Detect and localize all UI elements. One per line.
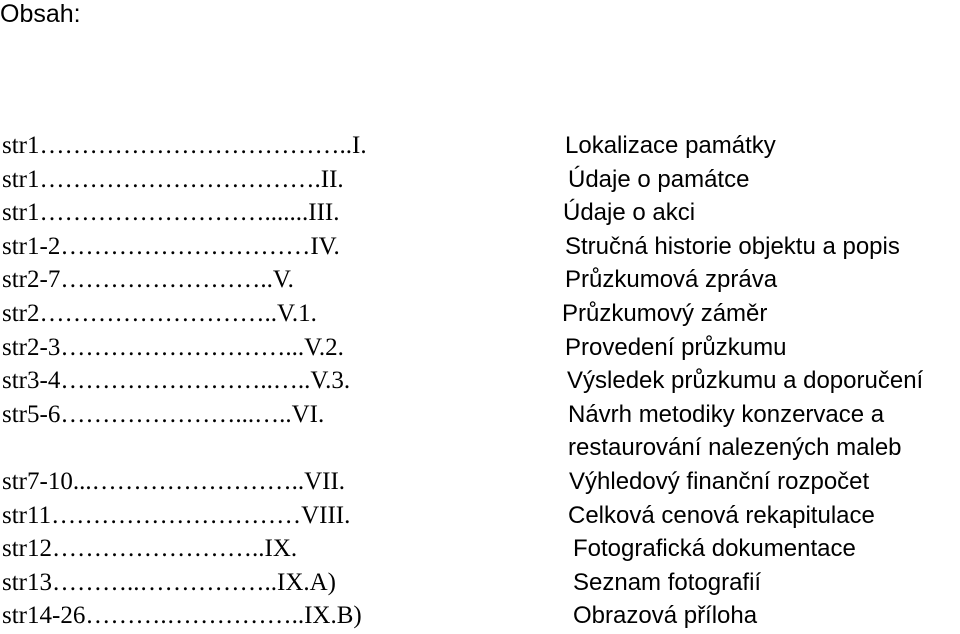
toc-entry: [2, 400, 960, 430]
toc-entry: [2, 568, 960, 598]
toc-title: Návrh metodiky konzervace a: [568, 401, 885, 428]
toc-title: Výsledek průzkumu a doporučení: [567, 367, 924, 394]
toc-leader: str7-10...……………………..VII.: [2, 468, 346, 495]
toc-leader: str14-26……….……………..IX.B): [2, 602, 362, 629]
toc-leader: str11…………………………VIII.: [2, 502, 351, 529]
toc-title: Lokalizace památky: [565, 132, 776, 159]
toc-title: Průzkumová zpráva: [565, 266, 778, 293]
toc-leader: str2………………………..V.1.: [2, 300, 317, 327]
toc-leader: str5-6…………………...…..VI.: [2, 401, 325, 428]
toc-entry: [2, 198, 960, 228]
toc-leader: str2-3………………………...V.2.: [2, 334, 344, 361]
toc-entry: [2, 501, 960, 531]
toc-entry: [2, 299, 960, 329]
toc-title: restaurování nalezených maleb: [568, 434, 902, 461]
toc-leader: str12……………………..IX.: [2, 535, 298, 562]
toc-leader: str1-2…………………………IV.: [2, 233, 340, 260]
toc-leader: str3-4……………………..…..V.3.: [2, 367, 351, 394]
toc-entry-continuation: [2, 433, 960, 463]
toc-leader: str1………………………………..I.: [2, 132, 367, 159]
toc-leader: str2-7……………………..V.: [2, 266, 294, 293]
toc-title: Obrazová příloha: [573, 602, 758, 629]
toc-entry: [2, 601, 960, 631]
toc-title: Celková cenová rekapitulace: [568, 502, 875, 529]
toc-title: Fotografická dokumentace: [573, 535, 856, 562]
toc-entry: [2, 467, 960, 497]
toc-entry: [2, 333, 960, 363]
toc-entry: [2, 265, 960, 295]
toc-title: Provedení průzkumu: [565, 334, 787, 361]
toc-leader: str1…………………………….II.: [2, 166, 344, 193]
toc-entry: [2, 366, 960, 396]
toc-entry: [2, 534, 960, 564]
toc-title: Průzkumový záměr: [562, 300, 768, 327]
toc-leader: str13………..……………..IX.A): [2, 569, 337, 596]
toc-title: Údaje o akci: [563, 199, 696, 226]
page-title: Obsah:: [0, 0, 81, 28]
toc-entry: [2, 232, 960, 262]
toc-entry: [2, 165, 960, 195]
toc-title: Výhledový finanční rozpočet: [569, 468, 870, 495]
toc-entry: [2, 131, 960, 161]
toc-title: Údaje o památce: [568, 166, 750, 193]
toc-title: Seznam fotografií: [573, 569, 762, 596]
toc-leader: str1……………………….......III.: [2, 199, 340, 226]
toc-title: Stručná historie objektu a popis: [565, 233, 900, 260]
